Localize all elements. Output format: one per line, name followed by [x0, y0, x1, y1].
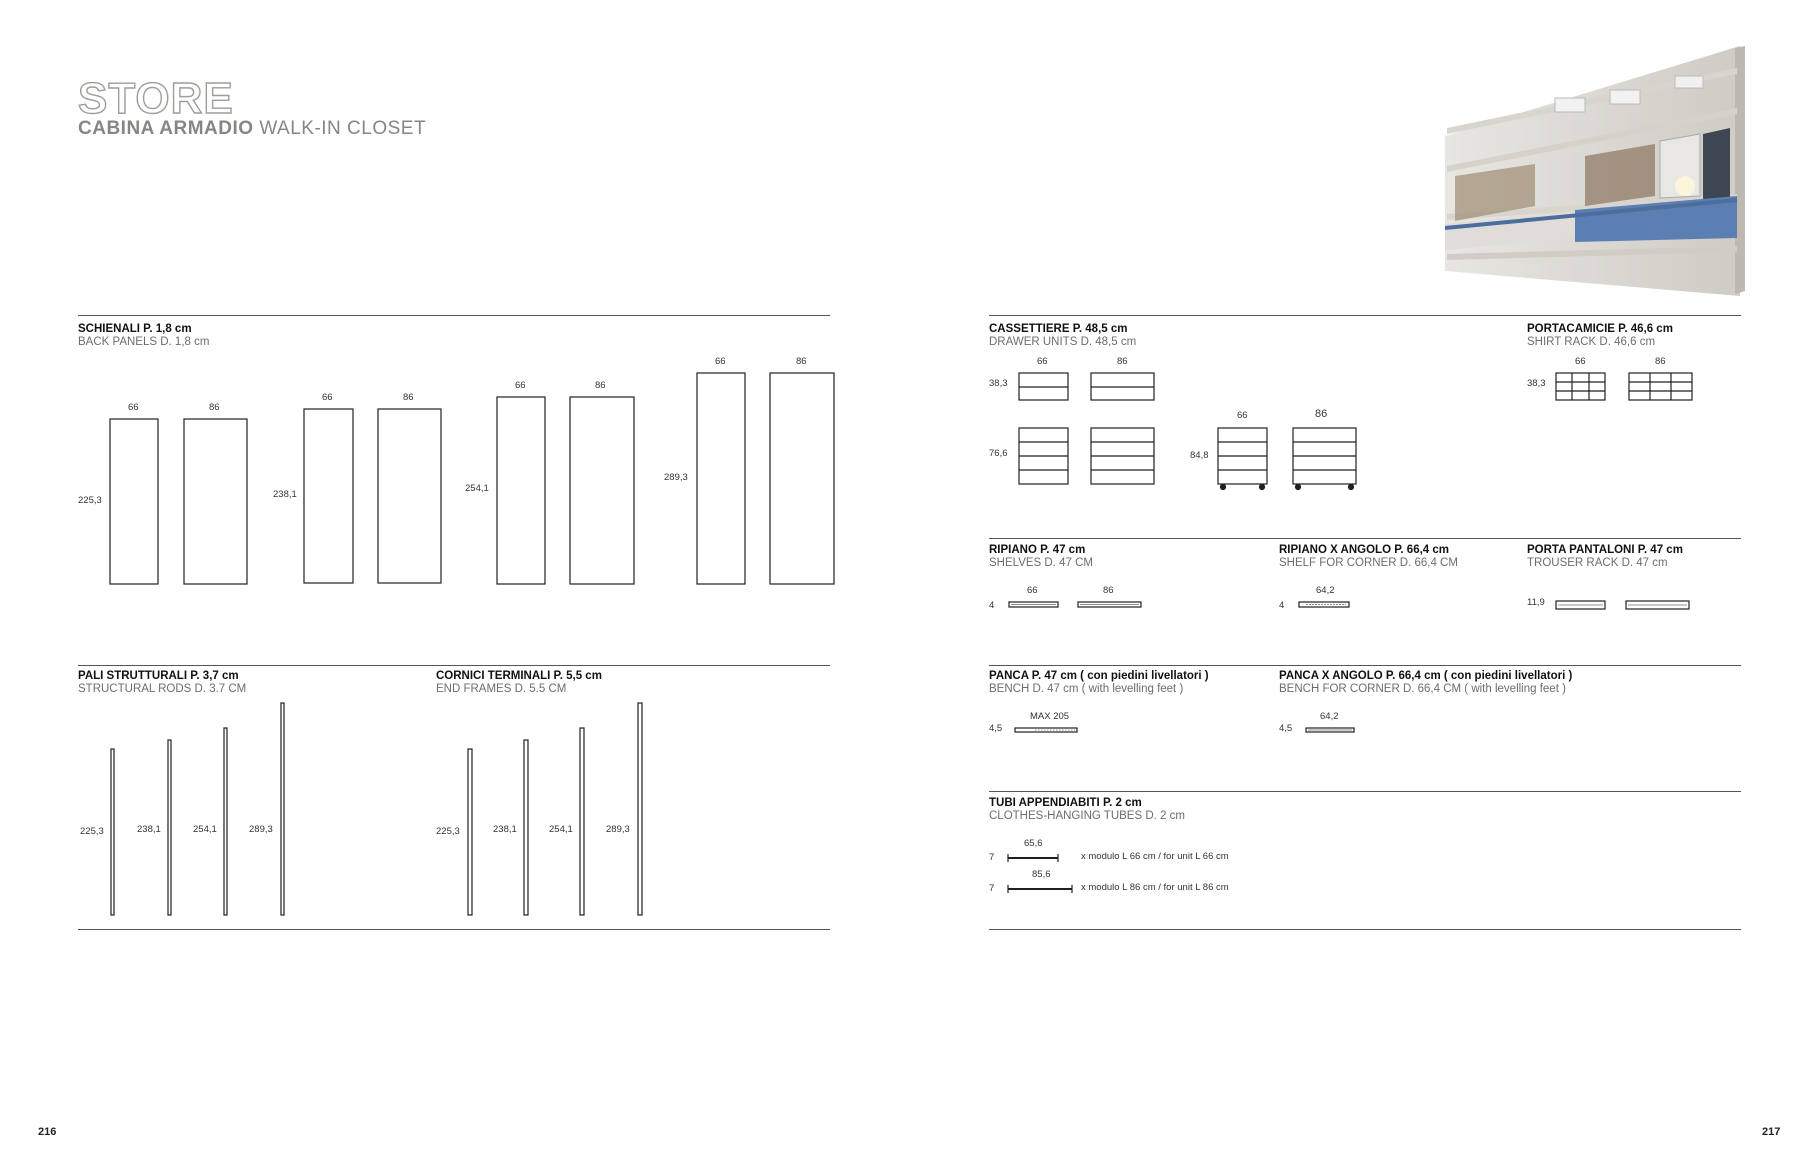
back-panel-drawing	[697, 373, 745, 584]
dimension-label: 86	[1315, 408, 1328, 420]
end-frame-drawing	[580, 728, 584, 915]
shelf-drawing	[1078, 602, 1141, 607]
dimension-label: 11,9	[1527, 597, 1545, 608]
shelves-title: RIPIANO P. 47 cm	[989, 544, 1086, 556]
dimension-label: 66	[715, 356, 726, 367]
trouser-rack-drawing	[1556, 601, 1605, 609]
bench-subtitle: BENCH D. 47 cm ( with levelling feet )	[989, 683, 1184, 695]
dimension-label: 38,3	[1527, 378, 1546, 389]
structural-rods-subtitle: STRUCTURAL RODS D. 3.7 CM	[78, 683, 247, 695]
dimension-label: 254,1	[193, 824, 217, 835]
back-panel-drawing	[184, 419, 247, 584]
back-panel-drawing	[497, 397, 545, 584]
hanging-tube-drawing	[1008, 885, 1072, 893]
dimension-label: 238,1	[493, 824, 517, 835]
tubes-subtitle: CLOTHES-HANGING TUBES D. 2 cm	[989, 810, 1185, 822]
dimension-label: 86	[1103, 585, 1114, 596]
bench-drawing	[1015, 728, 1077, 732]
dimension-label: 7	[989, 883, 995, 894]
trouser-rack-subtitle: TROUSER RACK D. 47 cm	[1527, 557, 1668, 569]
dimension-label: 65,6	[1024, 838, 1043, 849]
structural-rod-drawing	[224, 728, 227, 915]
dimension-label: 64,2	[1320, 711, 1339, 722]
end-frames-subtitle: END FRAMES D. 5.5 CM	[436, 683, 567, 695]
page-number-right: 217	[1762, 1126, 1781, 1138]
corner-bench-subtitle: BENCH FOR CORNER D. 66,4 CM ( with levelling feet )	[1279, 683, 1566, 695]
shelves-subtitle: SHELVES D. 47 CM	[989, 557, 1093, 569]
tube-note: x modulo L 86 cm / for unit L 86 cm	[1081, 882, 1229, 893]
dimension-label: 66	[1027, 585, 1038, 596]
end-frame-drawing	[524, 740, 528, 915]
structural-rod-drawing	[111, 749, 114, 915]
shirt-rack-title: PORTACAMICIE P. 46,6 cm	[1527, 323, 1673, 335]
brand-title: STORE	[78, 74, 234, 123]
dimension-label: 4	[989, 600, 995, 611]
dimension-label: 289,3	[606, 824, 630, 835]
back-panel-drawing	[378, 409, 441, 583]
drawer-unit-drawing	[1091, 428, 1154, 484]
dimension-label: 86	[1117, 356, 1128, 367]
trouser-rack-title: PORTA PANTALONI P. 47 cm	[1527, 544, 1683, 556]
dimension-label: 225,3	[80, 826, 104, 837]
back-panels-subtitle: BACK PANELS D. 1,8 cm	[78, 336, 210, 348]
drawer-unit-drawing	[1019, 373, 1068, 400]
shelf-drawing	[1009, 602, 1058, 607]
dimension-label: MAX 205	[1030, 711, 1070, 722]
dimension-label: 4,5	[1279, 723, 1293, 734]
dimension-label: 86	[796, 356, 807, 367]
structural-rod-drawing	[281, 703, 284, 915]
tube-note: x modulo L 66 cm / for unit L 66 cm	[1081, 851, 1229, 862]
dimension-label: 238,1	[137, 824, 161, 835]
end-frame-drawing	[468, 749, 472, 915]
page-number-left: 216	[38, 1126, 57, 1138]
dimension-label: 238,1	[273, 489, 297, 500]
dimension-label: 86	[595, 380, 606, 391]
end-frames-title: CORNICI TERMINALI P. 5,5 cm	[436, 670, 602, 682]
drawer-unit-drawing	[1019, 428, 1068, 484]
dimension-label: 76,6	[989, 448, 1008, 459]
wheeled-drawer-drawing	[1218, 428, 1267, 490]
hanging-tube-drawing	[1008, 854, 1058, 862]
back-panel-drawing	[304, 409, 353, 583]
drawer-units-title: CASSETTIERE P. 48,5 cm	[989, 323, 1128, 335]
dimension-label: 66	[515, 380, 526, 391]
end-frame-drawing	[638, 703, 642, 915]
dimension-label: 66	[1575, 356, 1586, 367]
dimension-label: 289,3	[664, 472, 688, 483]
structural-rods-title: PALI STRUTTURALI P. 3,7 cm	[78, 670, 239, 682]
dimension-label: 225,3	[436, 826, 460, 837]
dimension-label: 86	[209, 402, 220, 413]
bench-title: PANCA P. 47 cm ( con piedini livellatori )	[989, 670, 1209, 682]
corner-bench-title: PANCA X ANGOLO P. 66,4 cm ( con piedini livellatori )	[1279, 670, 1573, 682]
subtitle-rest: WALK-IN CLOSET	[259, 118, 427, 139]
dimension-label: 254,1	[549, 824, 573, 835]
tubes-title: TUBI APPENDIABITI P. 2 cm	[989, 797, 1142, 809]
back-panel-drawing	[110, 419, 158, 584]
dimension-label: 85,6	[1032, 869, 1051, 880]
dimension-label: 66	[1237, 410, 1248, 421]
dimension-label: 66	[322, 392, 333, 403]
structural-rod-drawing	[168, 740, 171, 915]
dimension-label: 7	[989, 852, 995, 863]
shirt-rack-drawing	[1556, 373, 1605, 400]
corner-bench-drawing	[1306, 728, 1354, 732]
dimension-label: 64,2	[1316, 585, 1335, 596]
dimension-label: 86	[403, 392, 414, 403]
trouser-rack-drawing	[1626, 601, 1689, 609]
corner-shelf-title: RIPIANO X ANGOLO P. 66,4 cm	[1279, 544, 1449, 556]
dimension-label: 4	[1279, 600, 1285, 611]
drawer-unit-drawing	[1091, 373, 1154, 400]
dimension-label: 289,3	[249, 824, 273, 835]
dimension-label: 86	[1655, 356, 1666, 367]
back-panel-drawing	[570, 397, 634, 584]
dimension-label: 38,3	[989, 378, 1008, 389]
dimension-label: 225,3	[78, 495, 102, 506]
drawer-units-subtitle: DRAWER UNITS D. 48,5 cm	[989, 336, 1137, 348]
subtitle-bold: CABINA ARMADIO	[78, 118, 254, 139]
dimension-label: 84,8	[1190, 450, 1209, 461]
shirt-rack-subtitle: SHIRT RACK D. 46,6 cm	[1527, 336, 1656, 348]
corner-shelf-subtitle: SHELF FOR CORNER D. 66,4 CM	[1279, 557, 1458, 569]
shirt-rack-drawing	[1629, 373, 1692, 400]
dimension-label: 66	[128, 402, 139, 413]
back-panels-title: SCHIENALI P. 1,8 cm	[78, 323, 192, 335]
dimension-label: 4,5	[989, 723, 1003, 734]
wheeled-drawer-drawing	[1293, 428, 1356, 490]
dimension-label: 254,1	[465, 483, 489, 494]
dimension-label: 66	[1037, 356, 1048, 367]
back-panel-drawing	[770, 373, 834, 584]
corner-shelf-drawing	[1299, 602, 1349, 607]
